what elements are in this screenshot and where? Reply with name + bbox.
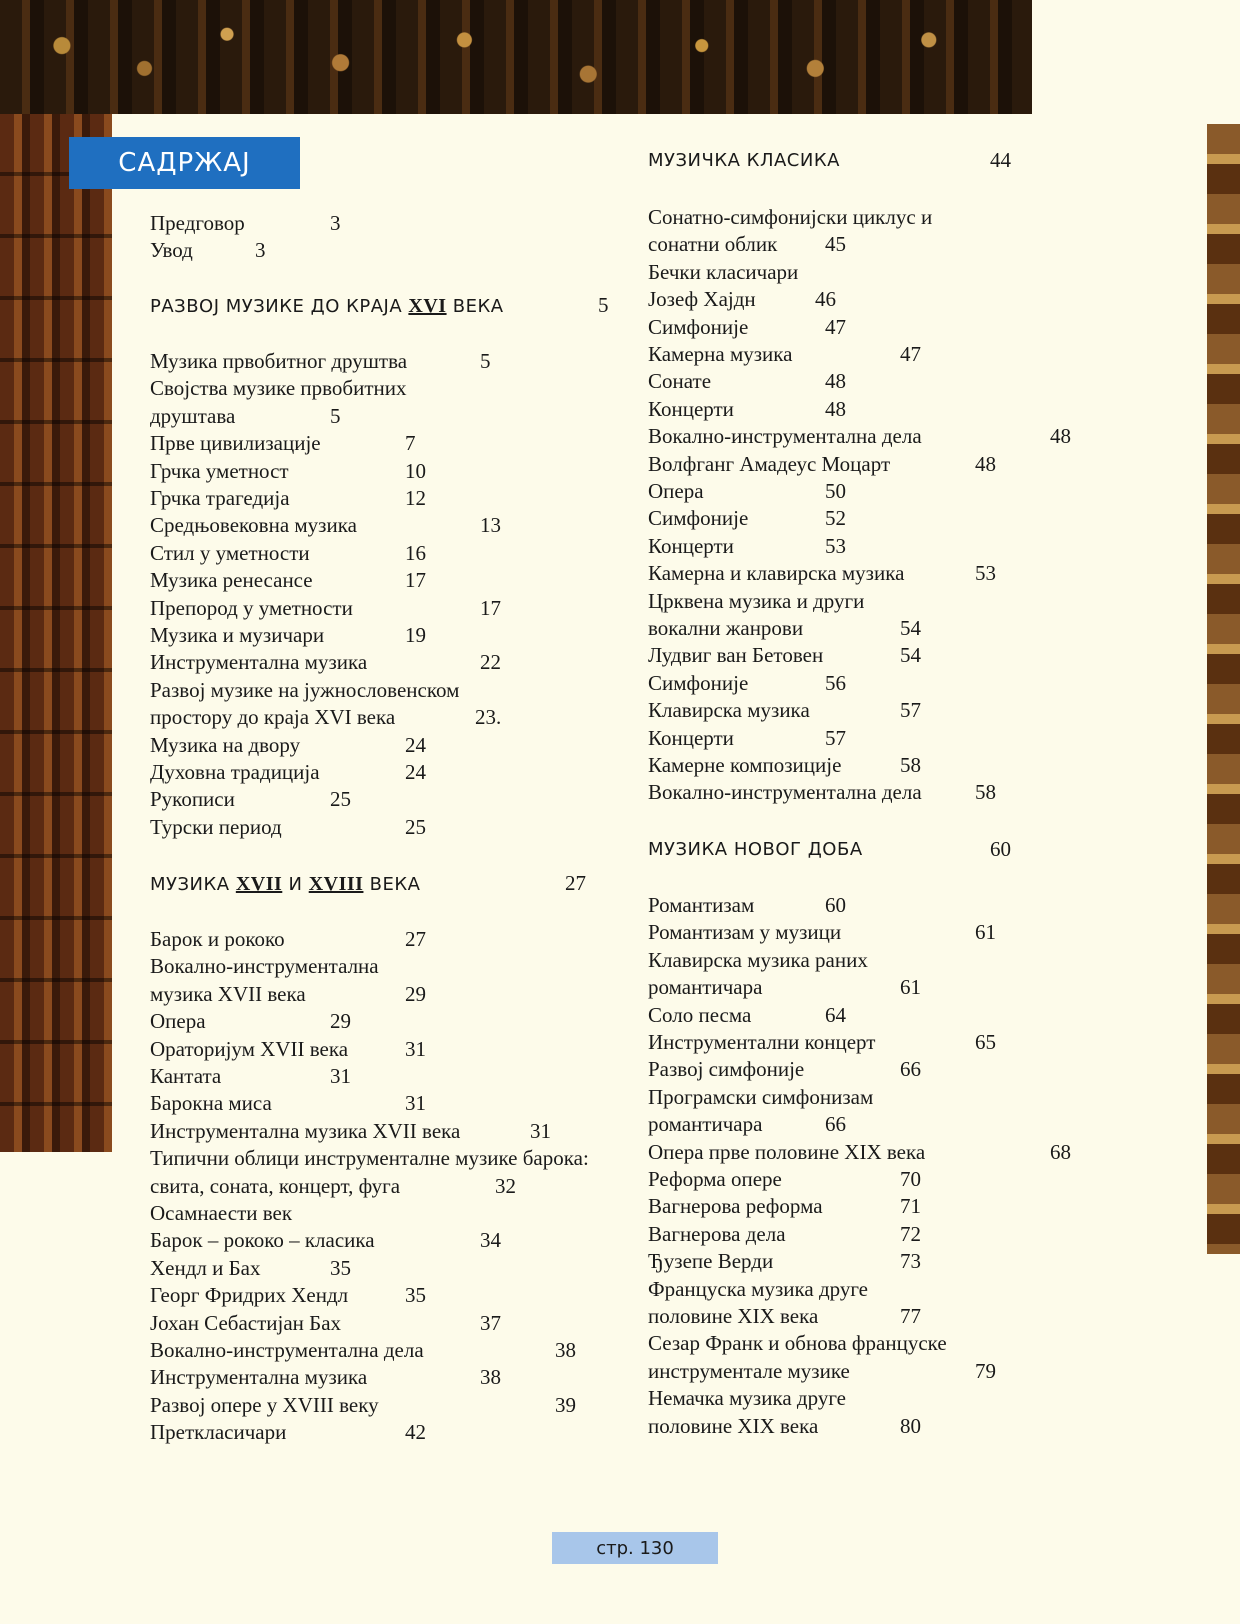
toc-page-number: 31 — [530, 1118, 551, 1143]
toc-entry: Осамнаести век — [150, 1201, 293, 1225]
toc-page-number: 57 — [825, 725, 846, 750]
toc-entry: Вокално-инструментална дела — [648, 424, 922, 449]
toc-page-number: 16 — [405, 540, 426, 565]
section-heading-text: И — [282, 874, 309, 895]
toc-page-number: 32 — [495, 1173, 516, 1198]
toc-entry: Преткласичари — [150, 1420, 287, 1445]
toc-page-number: 66 — [900, 1057, 921, 1082]
toc-entry: Предговор — [150, 211, 245, 235]
toc-entry: Програмски симфонизам — [648, 1084, 874, 1109]
toc-entry: вокални жанрови — [648, 616, 804, 640]
toc-page-number: 25 — [405, 814, 426, 839]
toc-entry: Средњовековна музика — [150, 513, 357, 538]
section-roman-numeral: XVIII — [308, 873, 364, 895]
toc-entry: романтичара — [648, 1112, 763, 1137]
toc-entry: Соло песма — [648, 1002, 752, 1027]
toc-page-number: 17 — [480, 595, 501, 620]
toc-page-number: 23. — [475, 705, 502, 730]
section-heading-text: МУЗИЧКА КЛАСИКА — [648, 150, 840, 171]
toc-page-number: 64 — [825, 1002, 846, 1027]
toc-entry: Хендл и Бах — [150, 1255, 261, 1280]
toc-entry: Музика ренесансе — [150, 568, 313, 593]
toc-page-number: 31 — [405, 1091, 426, 1116]
toc-entry: Грчка трагедија — [150, 486, 290, 510]
toc-entry: Инструментална музика — [150, 1365, 368, 1390]
painting-right-strip — [1207, 124, 1240, 1254]
toc-page-number: 53 — [975, 561, 996, 586]
toc-page-number: 60 — [825, 893, 846, 917]
toc-entry: Музика и музичари — [150, 623, 325, 647]
toc-entry: Георг Фридрих Хендл — [150, 1283, 349, 1308]
toc-entry: Немачка музика друге — [648, 1386, 846, 1411]
toc-entry: Турски период — [150, 814, 282, 839]
section-heading-text: РАЗВОЈ МУЗИКЕ ДО КРАЈА — [150, 296, 409, 317]
toc-entry: Грчка уметност — [150, 458, 289, 483]
toc-page-number: 52 — [825, 506, 846, 531]
toc-entry: Концерти — [648, 725, 734, 750]
toc-entry: Волфганг Амадеус Моцарт — [648, 451, 891, 476]
toc-entry: Јозеф Хајдн — [648, 287, 756, 312]
toc-page-number: 17 — [405, 568, 426, 593]
toc-entry: Опера прве половине XIX века — [648, 1139, 926, 1164]
toc-section-heading — [150, 872, 421, 897]
toc-entry: Јохан Себастијан Бах — [150, 1310, 342, 1335]
section-heading-text: МУЗИКА — [150, 874, 236, 895]
toc-entry: Развој симфоније — [648, 1057, 805, 1082]
toc-page-number: 80 — [900, 1413, 921, 1438]
toc-page-number: 10 — [405, 458, 426, 483]
toc-entry: Црквена музика и други — [648, 588, 865, 613]
toc-page-number: 25 — [330, 787, 351, 812]
toc-entry: Барокна миса — [150, 1091, 272, 1116]
toc-page-number: 5 — [480, 349, 491, 373]
toc-section-heading — [150, 294, 504, 319]
toc-entry: половине XIX века — [648, 1304, 819, 1328]
toc-page-number: 54 — [900, 616, 921, 640]
toc-page-number: 3 — [330, 211, 341, 235]
toc-page-number: 61 — [975, 920, 996, 945]
toc-entry: Ораторијум XVII века — [150, 1036, 349, 1061]
toc-entry: Клавирска музика — [648, 698, 810, 723]
toc-section-page-number: 27 — [565, 871, 586, 895]
toc-section-heading — [648, 838, 863, 862]
toc-page-number: 47 — [825, 314, 846, 339]
toc-page-number: 70 — [900, 1167, 921, 1191]
page-title: САДРЖАЈ — [69, 137, 300, 189]
toc-page-number: 71 — [900, 1194, 921, 1219]
toc-entry: друштава — [150, 403, 236, 428]
toc-entry: Француска музика друге — [648, 1276, 869, 1301]
toc-entry: Лудвиг ван Бетовен — [648, 643, 824, 668]
toc-page-number: 56 — [825, 670, 846, 695]
toc-entry: Ђузепе Верди — [648, 1249, 774, 1274]
toc-page-number: 47 — [900, 342, 921, 366]
toc-entry: Камерне композиције — [648, 753, 842, 777]
toc-page-number: 45 — [825, 232, 846, 257]
toc-page-number: 77 — [900, 1304, 921, 1328]
toc-entry: Рукописи — [150, 787, 235, 812]
toc-page-number: 73 — [900, 1249, 921, 1274]
toc-page-number: 50 — [825, 479, 846, 503]
toc-entry: Барок – рококо – класика — [150, 1228, 375, 1253]
toc-entry: Сезар Франк и обнова француске — [648, 1331, 947, 1356]
toc-entry: Вокално-инструментална — [150, 954, 379, 979]
painting-top-banner — [0, 0, 1032, 114]
toc-entry: Камерна и клавирска музика — [648, 561, 905, 586]
toc-page-number: 19 — [405, 623, 426, 647]
toc-page-number: 39 — [555, 1392, 576, 1417]
toc-entry: Камерна музика — [648, 342, 793, 366]
toc-entry: Својства музике првобитних — [150, 376, 407, 401]
toc-page-number: 31 — [405, 1036, 426, 1061]
toc-entry: Инструментални концерт — [648, 1030, 876, 1054]
toc-page-number: 29 — [405, 981, 426, 1006]
toc-page-number: 5 — [330, 403, 341, 428]
toc-page-number: 68 — [1050, 1139, 1071, 1164]
toc-entry: Инструментална музика XVII века — [150, 1118, 461, 1143]
toc-section-heading — [648, 149, 840, 173]
toc-page-number: 48 — [1050, 424, 1071, 449]
toc-page-number: 66 — [825, 1112, 846, 1137]
toc-page-number: 65 — [975, 1030, 996, 1054]
toc-page-number: 35 — [405, 1283, 426, 1308]
toc-entry: Кантата — [150, 1064, 222, 1088]
toc-page-number: 37 — [480, 1310, 501, 1335]
toc-entry: Инструментална музика — [150, 650, 368, 675]
toc-entry: Вагнерова дела — [648, 1221, 786, 1246]
toc-page-number: 34 — [480, 1228, 501, 1253]
section-roman-numeral: XVI — [408, 295, 447, 317]
toc-entry: Вокално-инструментална дела — [150, 1338, 424, 1362]
toc-entry: Реформа опере — [648, 1167, 782, 1191]
toc-entry: Концерти — [648, 533, 734, 558]
toc-entry: половине XIX века — [648, 1413, 819, 1438]
toc-page-number: 48 — [825, 396, 846, 421]
toc-page-number: 53 — [825, 533, 846, 558]
toc-entry: Симфоније — [648, 314, 749, 339]
toc-entry: Романтизам у музици — [648, 920, 842, 945]
toc-entry: Прве цивилизације — [150, 431, 321, 456]
toc-entry: инструментале музике — [648, 1358, 850, 1383]
toc-entry: Опера — [648, 479, 704, 503]
toc-entry: Опера — [150, 1009, 206, 1034]
toc-page-number: 12 — [405, 486, 426, 510]
toc-page-number: 38 — [555, 1338, 576, 1362]
toc-section-page-number: 44 — [990, 148, 1011, 172]
section-roman-numeral: XVII — [235, 873, 283, 895]
toc-page-number: 22 — [480, 650, 501, 675]
toc-page-number: 58 — [900, 753, 921, 777]
toc-page-number: 54 — [900, 643, 921, 668]
toc-entry: Музика првобитног друштва — [150, 349, 408, 373]
section-heading-text: ВЕКА — [446, 296, 504, 317]
toc-entry: Увод — [150, 238, 193, 263]
toc-entry: Духовна традиција — [150, 760, 320, 784]
toc-entry: Концерти — [648, 396, 734, 421]
toc-entry: Сонатно-симфонијски циклус и — [648, 205, 933, 229]
section-heading-text: ВЕКА — [363, 874, 421, 895]
toc-page-number: 29 — [330, 1009, 351, 1034]
toc-entry: свита, соната, концерт, фуга — [150, 1173, 401, 1198]
toc-page-number: 13 — [480, 513, 501, 538]
toc-entry: Сонате — [648, 369, 712, 394]
toc-page-number: 48 — [825, 369, 846, 394]
toc-entry: Бечки класичари — [648, 259, 799, 284]
toc-page-number: 58 — [975, 780, 996, 805]
toc-entry: музика XVII века — [150, 981, 306, 1006]
toc-entry: Развој музике на јужнословенском — [150, 677, 460, 702]
toc-page-number: 72 — [900, 1221, 921, 1246]
toc-entry: Барок и рококо — [150, 927, 285, 951]
toc-page-number: 38 — [480, 1365, 501, 1390]
toc-entry: Романтизам — [648, 893, 755, 917]
toc-entry: Музика на двору — [150, 732, 301, 757]
toc-page-number: 3 — [255, 238, 266, 263]
toc-page-number: 46 — [815, 287, 836, 312]
toc-entry: Клавирска музика раних — [648, 947, 868, 972]
toc-page-number: 7 — [405, 431, 416, 456]
page-number-badge: стр. 130 — [552, 1532, 718, 1564]
toc-entry: Стил у уметности — [150, 540, 310, 565]
toc-page-number: 35 — [330, 1255, 351, 1280]
toc-page-number: 79 — [975, 1358, 996, 1383]
toc-entry: Вагнерова реформа — [648, 1194, 823, 1219]
toc-entry: Симфоније — [648, 506, 749, 531]
toc-entry: простору до краја XVI века — [150, 705, 396, 730]
toc-page-number: 24 — [405, 732, 426, 757]
toc-entry: Развој опере у XVIII веку — [150, 1392, 379, 1417]
toc-page-number: 42 — [405, 1420, 426, 1445]
toc-page-number: 61 — [900, 975, 921, 1000]
toc-page-number: 48 — [975, 451, 996, 476]
toc-page-number: 57 — [900, 698, 921, 723]
toc-page-number: 31 — [330, 1064, 351, 1088]
toc-entry: Препород у уметности — [150, 595, 353, 620]
section-heading-text: МУЗИКА НОВОГ ДОБА — [648, 839, 863, 860]
toc-section-page-number: 60 — [990, 837, 1011, 861]
toc-section-page-number: 5 — [598, 293, 609, 317]
toc-entry: Вокално-инструментална дела — [648, 780, 922, 805]
toc-page-number: 24 — [405, 760, 426, 784]
painting-left-strip — [0, 114, 112, 1152]
toc-page-number: 27 — [405, 927, 426, 951]
toc-entry: романтичара — [648, 975, 763, 1000]
toc-entry: сонатни облик — [648, 232, 778, 257]
toc-entry: Типични облици инструменталне музике барока: — [150, 1146, 589, 1171]
toc-entry: Симфоније — [648, 670, 749, 695]
